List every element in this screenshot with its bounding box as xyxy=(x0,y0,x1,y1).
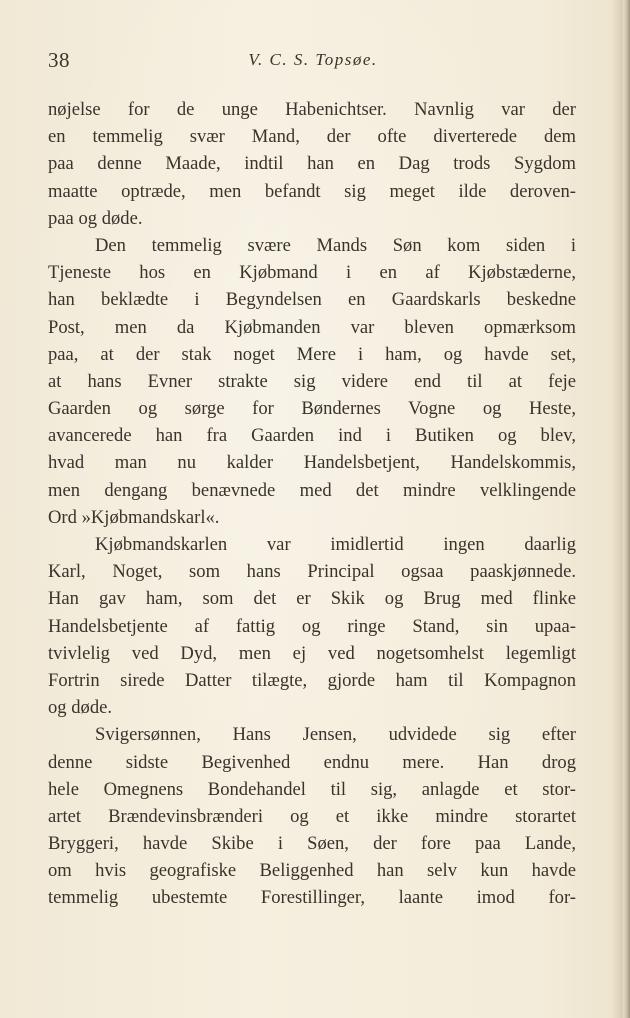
text-line: han beklædte i Begyndelsen en Gaardskarls beskedne xyxy=(48,289,576,311)
running-head: V. C. S. Topsøe. xyxy=(248,50,378,69)
paragraph-first-line: Den temmelig svære Mands Søn kom siden i xyxy=(95,234,576,256)
page-header xyxy=(48,48,578,78)
text-line: denne sidste Begivenhed endnu mere. Han drog xyxy=(48,751,576,773)
text-line: Tjeneste hos en Kjøbmand i en af Kjøbstæderne, xyxy=(48,262,576,284)
paragraph-first-line: Kjøbmandskarlen var imidlertid ingen daarlig xyxy=(95,534,576,555)
body-text xyxy=(48,96,576,912)
text-line: paa denne Maade, indtil han en Dag trods Sygdom xyxy=(48,153,576,175)
text-line: Bryggeri, havde Skibe i Søen, der fore paa Lande, xyxy=(48,833,576,855)
text-line: nøjelse for de unge Habenichtser. Navnlig var der xyxy=(48,99,576,120)
text-line: om hvis geografiske Beliggenhed han selv kun havde xyxy=(48,860,576,882)
text-line: at hans Evner strakte sig videre end til at feje xyxy=(48,370,576,392)
text-line: tvivlelig ved Dyd, men ej ved nogetsomhelst legemligt xyxy=(48,642,576,664)
text-line: paa og døde. xyxy=(48,207,143,229)
text-line: Han gav ham, som det er Skik og Brug med flinke xyxy=(48,588,576,610)
text-line: avancerede han fra Gaarden ind i Butiken og blev, xyxy=(48,425,576,447)
text-line: artet Brændevinsbrænderi og et ikke mindre storartet xyxy=(48,805,576,827)
text-line: Ord »Kjøbmandskarl«. xyxy=(48,506,220,528)
text-line: paa, at der stak noget Mere i ham, og havde set, xyxy=(48,343,576,365)
text-line: hele Omegnens Bondehandel til sig, anlagde et stor- xyxy=(48,778,576,800)
page-number: 38 xyxy=(48,48,70,72)
text-line: Post, men da Kjøbmanden var bleven opmærksom xyxy=(48,316,576,338)
text-line: temmelig ubestemte Forestillinger, laante imod for- xyxy=(48,887,576,909)
text-line: en temmelig svær Mand, der ofte diverterede dem xyxy=(48,126,576,148)
text-line: Karl, Noget, som hans Principal ogsaa paaskjønnede. xyxy=(48,561,576,583)
text-line: men dengang benævnede med det mindre velklingende xyxy=(48,479,576,501)
text-line: Handelsbetjente af fattig og ringe Stand, sin upaa- xyxy=(48,615,576,637)
text-line: hvad man nu kalder Handelsbetjent, Handelskommis, xyxy=(48,452,576,474)
text-line: Fortrin sirede Datter tilægte, gjorde ham til Kompagnon xyxy=(48,669,576,691)
page-edge xyxy=(623,0,630,1018)
text-line: Gaarden og sørge for Bøndernes Vogne og Heste, xyxy=(48,398,576,420)
text-line: maatte optræde, men befandt sig meget ilde deroven- xyxy=(48,180,576,202)
text-line: og døde. xyxy=(48,697,113,719)
paragraph-first-line: Svigersønnen, Hans Jensen, udvidede sig efter xyxy=(95,724,576,746)
